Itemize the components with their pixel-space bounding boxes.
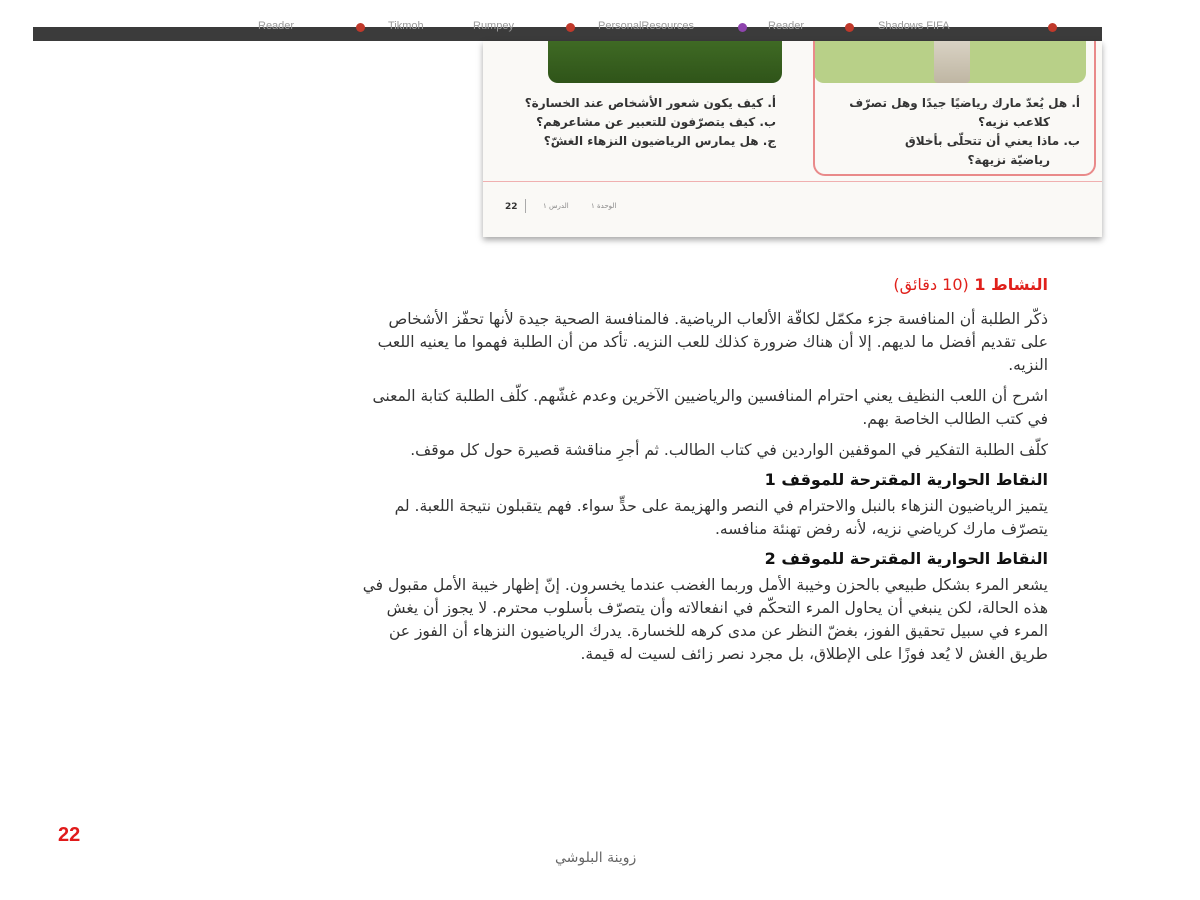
bookmark-item[interactable]: Reader — [258, 20, 295, 32]
section-heading-situation-1: النقاط الحوارية المقترحة للموقف 1 — [764, 470, 1048, 489]
student-book-excerpt — [483, 41, 1102, 237]
bookmark-item[interactable]: Tikmoh — [388, 20, 424, 32]
question-line: كلاعب نزيه؟ — [978, 115, 1050, 129]
situation-1-questions — [830, 94, 1080, 170]
bookmark-favicon-icon — [566, 23, 575, 32]
scan-page-number: 22 — [505, 202, 518, 212]
bookmark-favicon-icon — [356, 23, 365, 32]
bookmark-item[interactable]: Rumpey — [473, 20, 514, 32]
bookmark-item[interactable]: Reader — [768, 20, 805, 32]
bookmark-favicon-icon — [738, 23, 747, 32]
bookmark-item[interactable]: PersonalResources — [598, 20, 694, 32]
section-text-situation-1: يتميز الرياضيون النزهاء بالنبل والاحترام في النصر والهزيمة على حدٍّ سواء. فهم يتقبلون نتيجة اللعبة. لم يتصرّف مارك كرياضي نزيه، لأنه رفض تهنئة منافسه. — [394, 497, 1048, 538]
section-heading-situation-2: النقاط الحوارية المقترحة للموقف 2 — [764, 549, 1048, 568]
activity-label: النشاط 1 — [974, 275, 1048, 294]
situation-2-questions — [516, 94, 776, 151]
question-line: ب. ماذا يعني أن تتحلّى بأخلاق — [905, 134, 1080, 148]
scan-footer-label: الوحدة ١ — [591, 202, 617, 210]
scan-page-footer — [483, 181, 1102, 221]
activity-duration: (10 دقائق) — [893, 275, 969, 294]
scan-footer-label: الدرس ١ — [543, 202, 569, 210]
question-line: رياضيّة نزيهة؟ — [967, 153, 1050, 167]
bookmarks-bar — [33, 20, 1102, 41]
divider — [525, 199, 526, 213]
paragraph-discussion: كلّف الطلبة التفكير في الموقفين الواردين في كتاب الطالب. ثم أجرِ مناقشة قصيرة حول كل موقف. — [410, 441, 1048, 459]
activity-title — [360, 275, 1048, 294]
grass-field-photo — [548, 41, 782, 83]
page-number: 22 — [58, 824, 81, 846]
question-line: ج. هل يمارس الرياضيون النزهاء الغشّ؟ — [543, 134, 776, 148]
paragraph-competition: ذكّر الطلبة أن المنافسة جزء مكمّل لكافّة الألعاب الرياضية. فالمنافسة الصحية جيدة لأنها تحفّز الأشخاص على تقديم أفضل ما لديهم. إلا أن هناك ضرورة كذلك للعب النزيه. تأكد من أن الطلبة فهموا ما يعنيه اللعب النزيه. — [377, 310, 1048, 374]
section-text-situation-2: يشعر المرء بشكل طبيعي بالحزن وخيبة الأمل وربما الغضب عندما يخسرون. إنّ إظهار خيبة الأمل مقبول في هذه الحالة، لكن ينبغي أن يحاول المرء التحكّم في انفعالاته وأن يتصرّف بأسلوب محترم. لا يجوز أن يغش المرء في سبيل تحقيق الفوز، بغضّ النظر عن مدى كرهه للخسارة. يدرك الرياضيون النزهاء أن الفوز عن طريق الغش لا يُعد فوزًا على الإطلاق، بل مجرد نصر زائف لسيت له قيمة. — [362, 576, 1048, 663]
question-line: ب. كيف يتصرّفون للتعبير عن مشاعرهم؟ — [536, 115, 776, 129]
bookmark-item[interactable]: Shadows FIFA — [878, 20, 950, 32]
bookmark-favicon-icon — [1048, 23, 1057, 32]
question-line: أ. هل يُعدّ مارك رياضيًا جيدًا وهل تصرّف — [849, 96, 1080, 110]
teacher-guide-content — [360, 275, 1048, 674]
author-name: زوينة البلوشي — [555, 850, 637, 866]
bookmark-favicon-icon — [845, 23, 854, 32]
question-line: أ. كيف يكون شعور الأشخاص عند الخسارة؟ — [524, 96, 776, 110]
divider — [483, 181, 1102, 182]
paragraph-fair-play: اشرح أن اللعب النظيف يعني احترام المنافسين والرياضيين الآخرين وعدم غشّهم. كلّف الطلبة كتابة المعنى في كتب الطالب الخاصة بهم. — [372, 387, 1048, 428]
